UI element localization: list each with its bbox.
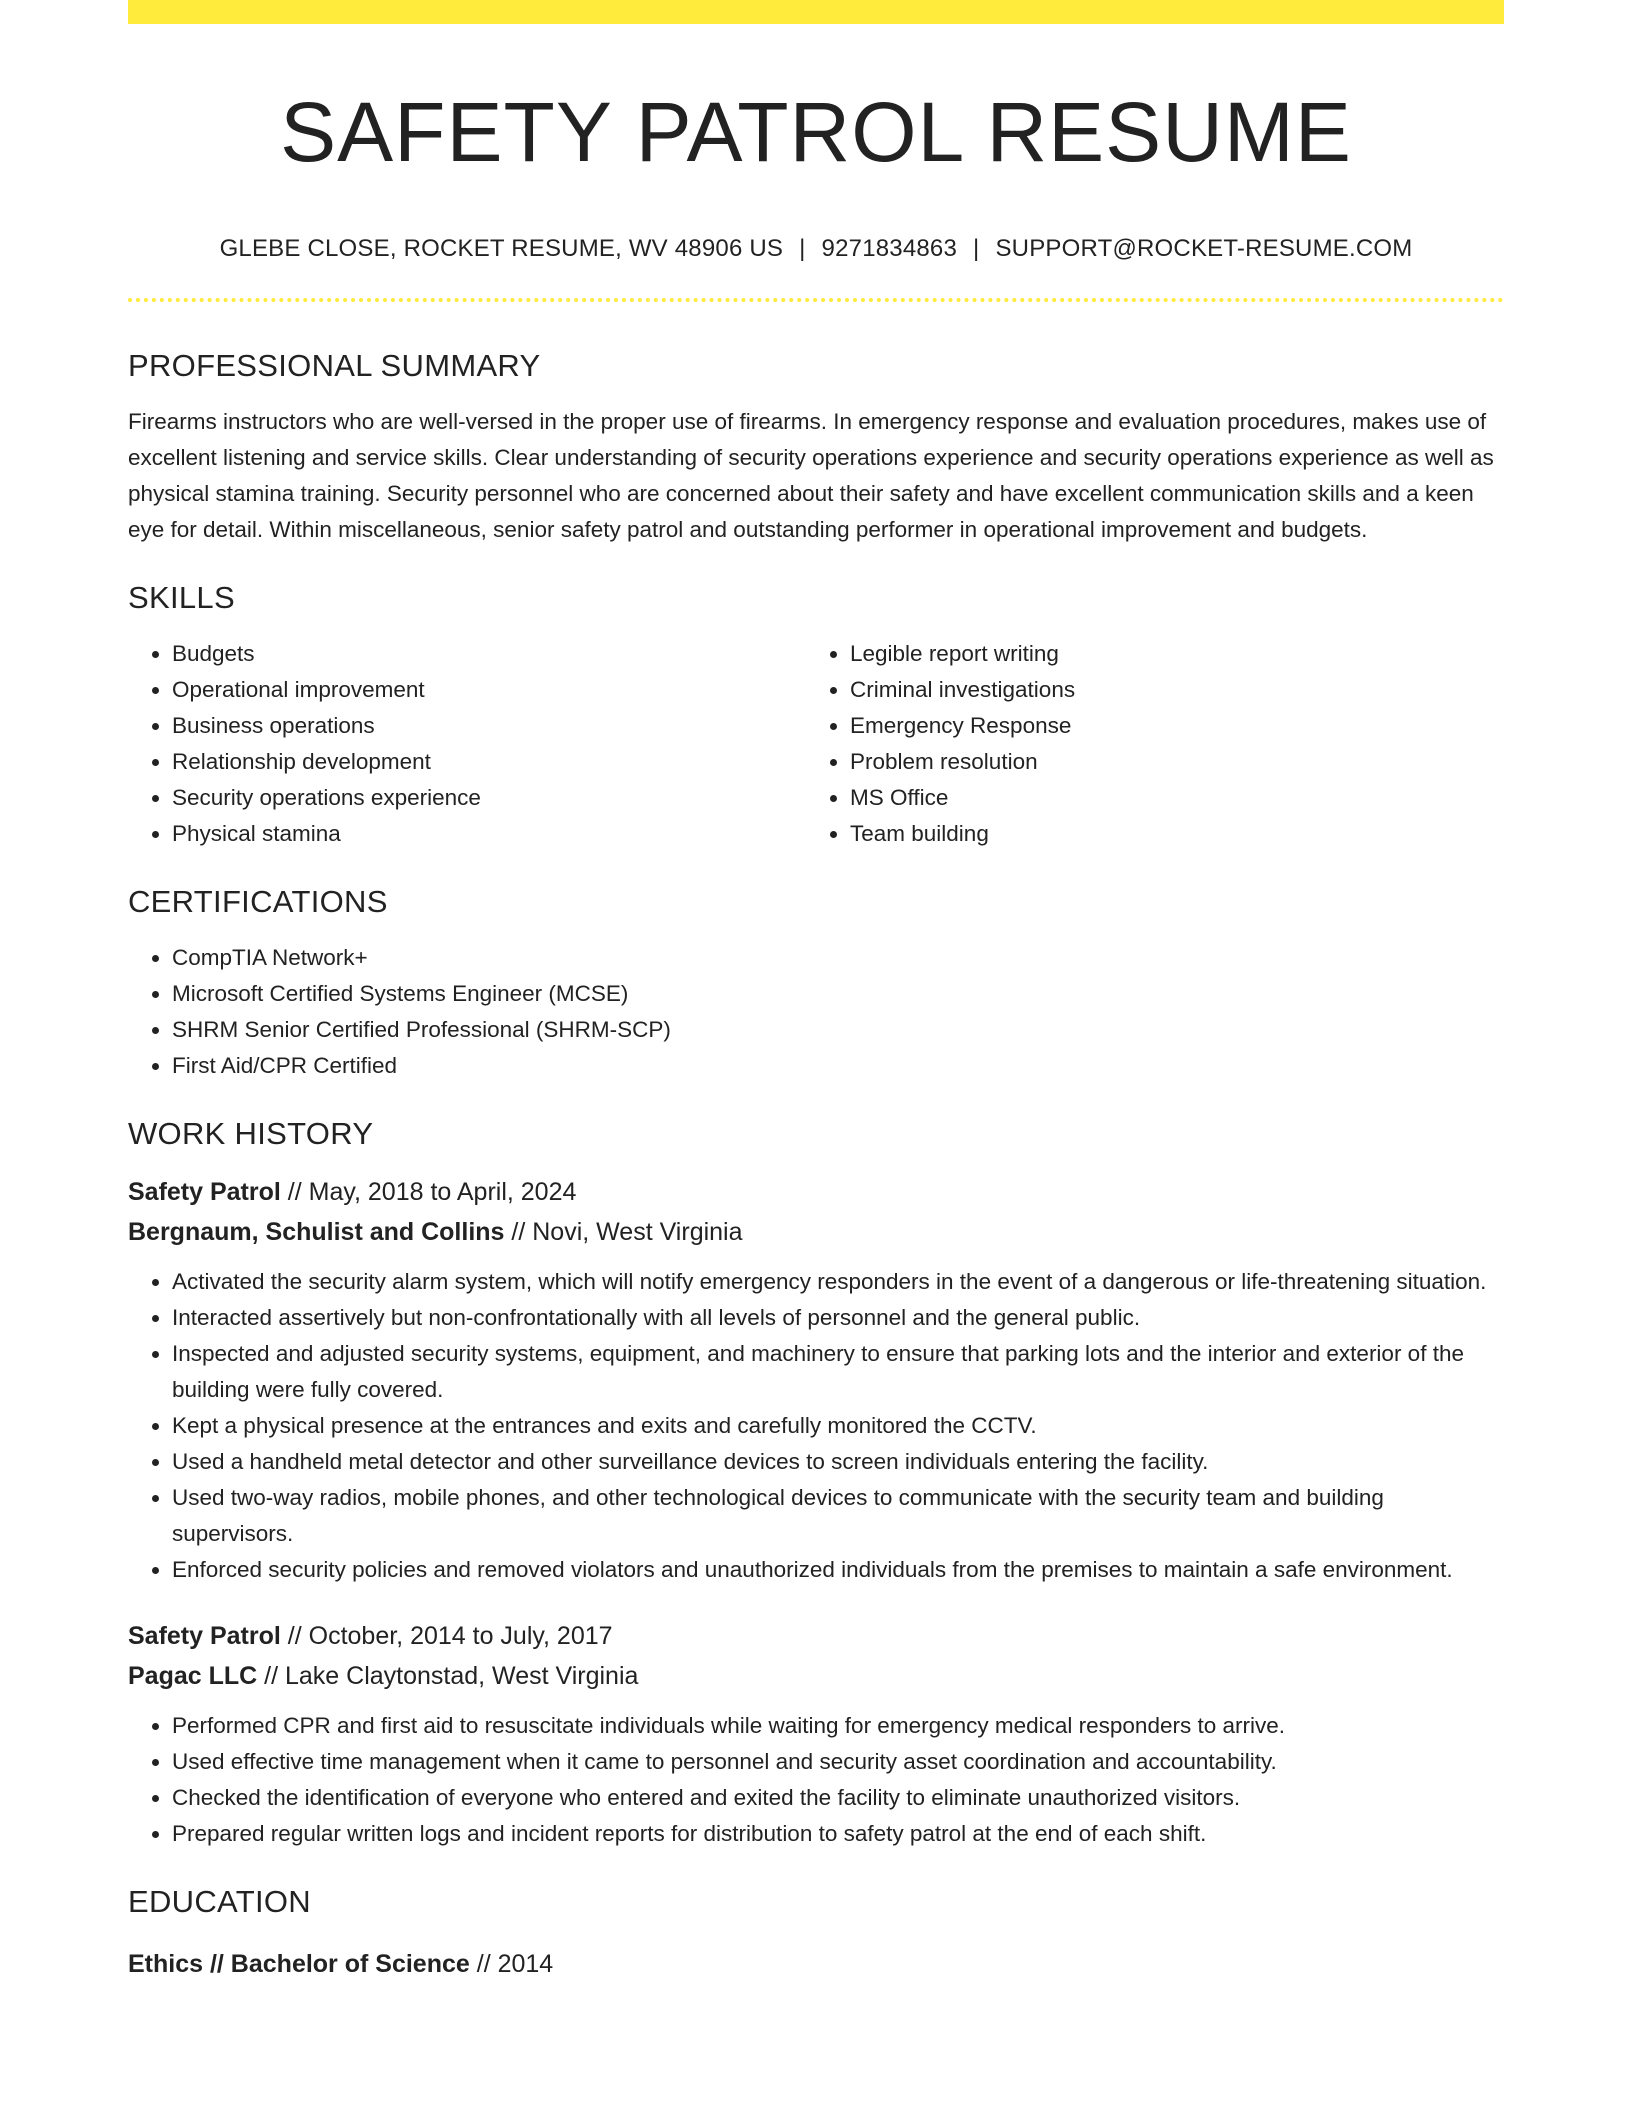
certification-item: • Microsoft Certified Systems Engineer (MCSE) [172,976,1504,1012]
skill-item: • Operational improvement [172,672,806,708]
job-title-line [128,1172,1504,1212]
job-dates: // May, 2018 to April, 2024 [287,1178,577,1206]
skill-item: • Legible report writing [850,636,1484,672]
job-bullet: • Interacted assertively but non-confrontationally with all levels of personnel and the general public. [172,1300,1504,1336]
section-heading-certifications: CERTIFICATIONS [128,884,388,919]
summary-section [128,346,1504,548]
job-bullet: • Checked the identification of everyone who entered and exited the facility to eliminate unauthorized visitors. [172,1780,1504,1816]
work-history-section [128,1114,1504,1852]
skill-item: • Emergency Response [850,708,1484,744]
section-heading-summary: PROFESSIONAL SUMMARY [128,348,541,383]
separator: | [973,235,980,262]
job-company-line [128,1656,1504,1696]
education-year: // 2014 [476,1950,554,1978]
job-location: // Novi, West Virginia [511,1218,743,1246]
job-entry [128,1616,1504,1852]
certification-item: • SHRM Senior Certified Professional (SHRM-SCP) [172,1012,1504,1048]
resume-page [128,0,1504,1984]
skill-item: • Criminal investigations [850,672,1484,708]
certifications-section [128,882,1504,1084]
skill-item: • Budgets [172,636,806,672]
job-location: // Lake Claytonstad, West Virginia [264,1662,639,1690]
skill-item: • MS Office [850,780,1484,816]
section-heading-education: EDUCATION [128,1884,311,1919]
accent-bar [128,0,1504,24]
resume-title: SAFETY PATROL RESUME [280,85,1352,179]
certification-list [128,940,1504,1084]
job-bullet: • Kept a physical presence at the entrances and exits and carefully monitored the CCTV. [172,1408,1504,1444]
skills-columns [128,636,1504,852]
skills-section [128,578,1504,852]
job-bullet: • Activated the security alarm system, which will notify emergency responders in the event of a dangerous or life-threatening situation. [172,1264,1504,1300]
job-bullet: • Used a handheld metal detector and other surveillance devices to screen individuals entering the facility. [172,1444,1504,1480]
education-section [128,1882,1504,1984]
job-bullet: • Prepared regular written logs and incident reports for distribution to safety patrol at the end of each shift. [172,1816,1504,1852]
skill-item: • Business operations [172,708,806,744]
job-bullet: • Enforced security policies and removed violators and unauthorized individuals from the premises to maintain a safe environment. [172,1552,1504,1588]
skill-item: • Physical stamina [172,816,806,852]
job-title-line [128,1616,1504,1656]
job-bullet: • Used effective time management when it came to personnel and security asset coordination and accountability. [172,1744,1504,1780]
company-name: Bergnaum, Schulist and Collins [128,1218,505,1246]
section-heading-work-history: WORK HISTORY [128,1116,374,1151]
skill-item: • Relationship development [172,744,806,780]
skills-left-column [128,636,806,852]
company-name: Pagac LLC [128,1662,258,1690]
section-heading-skills: SKILLS [128,580,235,615]
contact-line [128,234,1504,264]
job-title: Safety Patrol [128,1622,281,1650]
skill-item: • Security operations experience [172,780,806,816]
job-dates: // October, 2014 to July, 2017 [287,1622,613,1650]
degree: Ethics // Bachelor of Science [128,1950,470,1978]
job-entry [128,1172,1504,1588]
education-entry [128,1944,1504,1984]
certification-item: • CompTIA Network+ [172,940,1504,976]
email[interactable]: SUPPORT@ROCKET-RESUME.COM [995,235,1413,262]
job-bullet: • Inspected and adjusted security systems, equipment, and machinery to ensure that parking lots and the interior and exterior of the building were fully covered. [172,1336,1504,1408]
job-bullets [128,1264,1504,1588]
dotted-divider [128,298,1504,302]
separator: | [799,235,806,262]
summary-text: Firearms instructors who are well-versed in the proper use of firearms. In emergency response and evaluation procedures, makes use of excellent listening and service skills. Clear understanding of security operations experience and security operations experience as well as physical stamina training. Security personnel who are concerned about their safety and have excellent communication skills and a keen eye for detail. Within miscellaneous, senior safety patrol and outstanding performer in operational improvement and budgets. [128,409,1494,542]
address: GLEBE CLOSE, ROCKET RESUME, WV 48906 US [219,235,784,262]
job-title: Safety Patrol [128,1178,281,1206]
skills-right-column [806,636,1484,852]
skill-item: • Problem resolution [850,744,1484,780]
skill-item: • Team building [850,816,1484,852]
job-bullet: • Performed CPR and first aid to resuscitate individuals while waiting for emergency medical responders to arrive. [172,1708,1504,1744]
job-company-line [128,1212,1504,1252]
job-bullet: • Used two-way radios, mobile phones, and other technological devices to communicate with the security team and building supervisors. [172,1480,1504,1552]
certification-item: • First Aid/CPR Certified [172,1048,1504,1084]
phone[interactable]: 9271834863 [821,235,958,262]
job-bullets [128,1708,1504,1852]
